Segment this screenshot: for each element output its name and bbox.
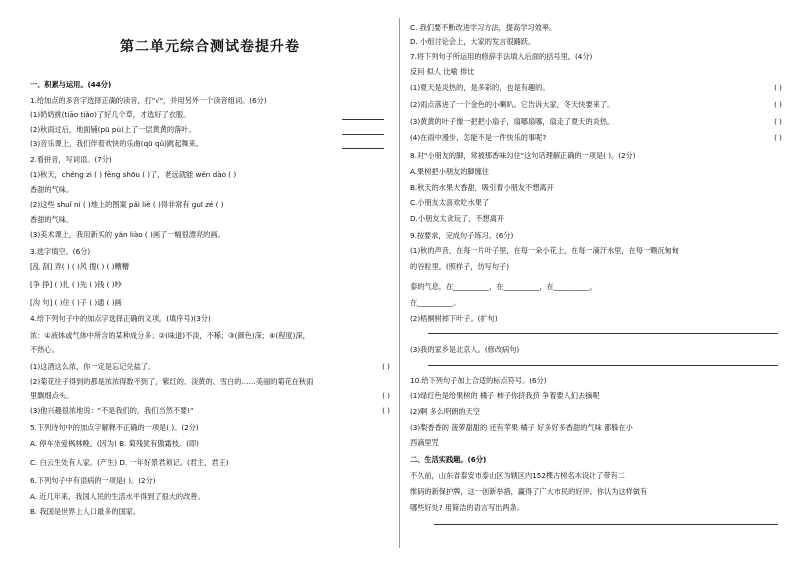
- question-line: 泰的气息，在__________，在__________，在__________，: [410, 282, 597, 291]
- question-line: D.小朋友太贪玩了，不想离开: [410, 214, 505, 223]
- writing-line[interactable]: [428, 333, 778, 334]
- question-line: (1)奶奶挑(tiāo tiǎo)了好几个草，才选好了衣服。: [30, 110, 191, 119]
- question-line: (3)梨香香的 菠萝甜甜的 还有苹果 橘子 好多好多香甜的气味 都躲在小: [410, 423, 633, 432]
- column-divider: [399, 18, 400, 548]
- question-line: (2)雨点落进了一个金色的小喇叭。它告诉大家，冬天快要来了。: [410, 100, 615, 109]
- answer-paren[interactable]: ( ): [774, 100, 782, 109]
- left-column: [30, 0, 390, 561]
- writing-line[interactable]: [434, 524, 778, 525]
- question-line: 浓：①液体或气体中所含的某种成分多；②(味道)不淡，不稀；③(颜色)深；④(程度)深，: [30, 331, 310, 340]
- answer-blank[interactable]: [342, 119, 384, 120]
- question-line: (1)这酒这么浓，你一定是忘记兑盐了。: [30, 362, 156, 371]
- question-line: (1)秋天，chéng zi ( ) fēng shōu ( )了，老远就能 wén dào ( ): [30, 170, 237, 179]
- question-line: (3)黄黄的叶子像一把把小扇子，扇哪扇哪，扇走了夏天的炎热。: [410, 117, 615, 126]
- question-line: [乱 刮] 弄( ) ( )风 搜( ) ( )糟糟: [30, 262, 129, 271]
- question-line: 9.按要求，完成句子练习。(6分): [410, 231, 514, 240]
- question-line: 的谷粒里。(照样子，仿写句子): [410, 262, 510, 271]
- question-line: 1.给加点的多音字选择正确的读音，打"√"，并用另外一个读音组词。(6分): [30, 96, 267, 105]
- question-line: B. 我国是世界上人口最多的国家。: [30, 507, 141, 516]
- question-line: 哪些好处? 用简洁的语言写出两条。: [410, 503, 524, 512]
- writing-line[interactable]: [428, 365, 778, 366]
- question-line: [争 挣] ( )扎 ( )先 ( )钱 ( )吵: [30, 280, 122, 289]
- question-line: C. 我们要不断改进学习方法，提高学习效率。: [410, 23, 557, 32]
- question-line: 香甜的气味。: [30, 185, 74, 194]
- section-heading: 一、积累与运用。(44分): [30, 80, 112, 89]
- question-line: (2)菊花往子得到的都是浓浓得数不到了，紫红的、淡黄的、雪白的……美丽的菊花在秋雨: [30, 377, 314, 386]
- question-line: 2.看拼音，写词语。(7分): [30, 155, 112, 164]
- question-line: 3.选字填空。(6分): [30, 247, 91, 256]
- question-line: (2)这些 shuǐ ní ( )地上的图案 pái liè ( )得非常有 guī zé ( ): [30, 200, 224, 209]
- answer-paren[interactable]: ( ): [382, 362, 390, 371]
- question-line: A.果树把小朋友的脚缠住: [410, 167, 489, 176]
- question-line: 里飘细点头。: [30, 391, 74, 400]
- right-column: [410, 0, 782, 561]
- question-line: (2)梧桐树掉下叶子。(扩句): [410, 314, 498, 323]
- question-line: (3)我的家乡是北京人。(修改病句): [410, 345, 520, 354]
- exam-title: 第二单元综合测试卷提升卷: [120, 39, 300, 55]
- question-line: 不热心。: [30, 345, 59, 354]
- question-line: 维码的新保护牌，这一创新举措，赢得了广大市民的好评。你认为这样做有: [410, 487, 648, 496]
- question-line: C.小朋友太喜欢吃水果了: [410, 198, 490, 207]
- question-line: D. 小组讨论会上，大家的发言很踊跃。: [410, 37, 536, 46]
- question-line: A. 近几年来，我国人民的生活水平得到了很大的改善。: [30, 492, 205, 501]
- question-line: 5.下列诗句中的加点字解释不正确的一项是( )。(2分): [30, 423, 199, 432]
- question-line: A. 停车坐爱枫林晚。(因为) B. 菊残犹有傲霜枝。(即): [30, 439, 199, 448]
- question-line: (1)绿红色是给果树的 橘子 柿子你挤我挤 争着要人们去摘呢: [410, 391, 600, 400]
- question-line: 香甜的气味。: [30, 215, 74, 224]
- question-line: 西滴里咒: [410, 438, 439, 447]
- answer-blank[interactable]: [342, 134, 384, 135]
- question-line: (2)秋雨过后，地面铺(pū pù)上了一层黄黄的落叶。: [30, 125, 196, 134]
- question-line: 在__________。: [410, 298, 461, 307]
- question-line: 4.给下列句子中的加点字选择正确的义项。(填序号)(3分): [30, 314, 211, 323]
- question-line: 反问 拟人 比喻 排比: [410, 67, 475, 76]
- question-line: 8.对"小朋友的脚，常被那香味勾住"这句话理解正确的一项是( )。(2分): [410, 151, 636, 160]
- answer-paren[interactable]: ( ): [382, 391, 390, 400]
- question-line: B.秋天的水果大香甜，吸引着小朋友不想离开: [410, 183, 554, 192]
- answer-paren[interactable]: ( ): [382, 406, 390, 415]
- question-line: (2)啊 多么明朗的天空: [410, 407, 480, 416]
- question-line: 10.给下列句子加上合适的标点符号。(6分): [410, 376, 547, 385]
- question-line: C. 白云生处有人家。(产生) D. 一年好景君须记。(君主，君王): [30, 458, 229, 467]
- question-line: (3)美术课上，我用新买的 yán liào ( )画了一幅很漂亮的画。: [30, 230, 225, 239]
- question-line: (1)秋的声音，在每一片叶子里，在每一朵小花上，在每一滴汗水里，在每一颗沉甸甸: [410, 246, 679, 255]
- question-line: (3)他兴趣很浓地说："不是我们的，我们当然不要!": [30, 406, 194, 415]
- question-line: (4)在雨中漫步，怎能不是一件快乐的事呢?: [410, 133, 547, 142]
- answer-paren[interactable]: ( ): [774, 117, 782, 126]
- answer-paren[interactable]: ( ): [774, 83, 782, 92]
- question-line: 不久前，山东省泰安市泰山区为辖区内152棵古树名木设计了带有二: [410, 471, 625, 480]
- question-line: (1)夏天是炎热的，是多彩的，也是有趣的。: [410, 83, 550, 92]
- question-line: 7.将下列句子所运用的修辞手法填入后面的括号里。(4分): [410, 52, 593, 61]
- question-line: (3)音乐课上，我们伴着欢快的乐曲(qū qǔ)跳起舞来。: [30, 139, 203, 148]
- answer-blank[interactable]: [342, 148, 384, 149]
- section-heading: 二、生活实践题。(6分): [410, 455, 487, 464]
- question-line: [沟 句] ( )住 ( )子 ( )通 ( )画: [30, 298, 122, 307]
- question-line: 6.下列句子中有语病的一项是( )。(2分): [30, 476, 156, 485]
- answer-paren[interactable]: ( ): [774, 133, 782, 142]
